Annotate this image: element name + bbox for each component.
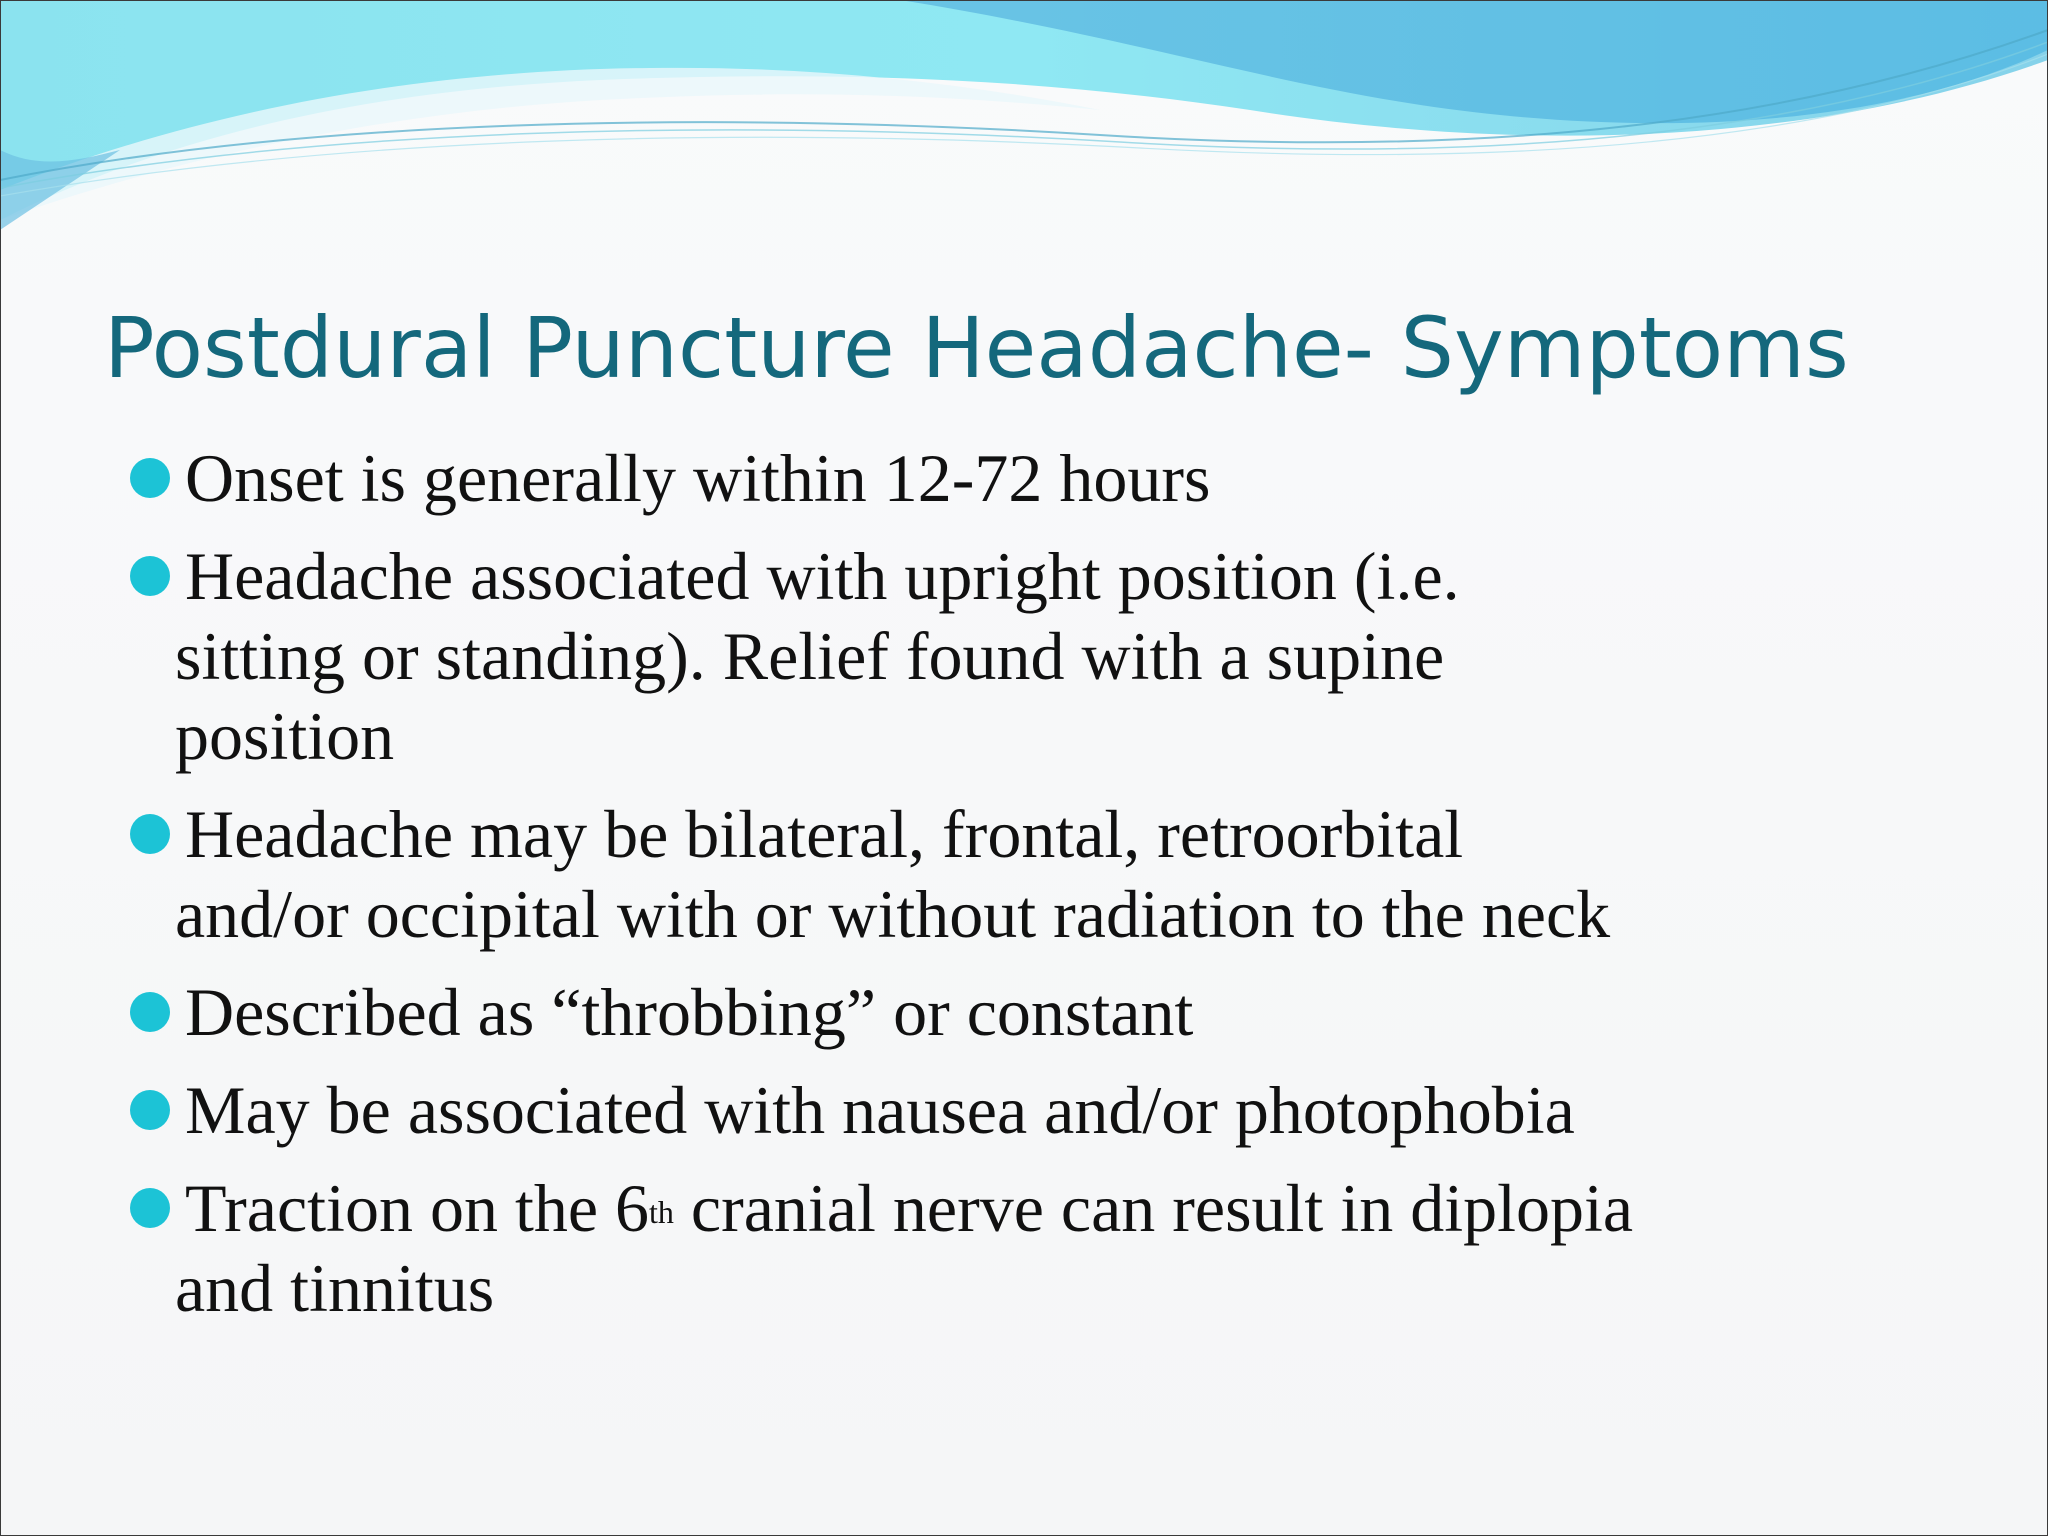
bullet-item-traction	[130, 1168, 1930, 1328]
bullet-list	[130, 438, 1930, 1328]
bullet-item-location	[130, 794, 1930, 954]
header-wave-decoration	[0, 0, 2048, 240]
bullet-dot-icon	[130, 458, 170, 498]
bullet-dot-icon	[130, 814, 170, 854]
bullet-text-post: cranial nerve can result in diplopia	[673, 1170, 1634, 1246]
bullet-text: May be associated with nausea and/or photophobia	[185, 1072, 1575, 1148]
bullet-text-continuation: position	[175, 698, 395, 774]
bullet-text-continuation: and tinnitus	[175, 1250, 495, 1326]
bullet-text: Onset is generally within 12-72 hours	[185, 440, 1211, 516]
bullet-item-onset	[130, 438, 1930, 518]
bullet-text	[185, 1168, 1930, 1248]
bullet-item-description	[130, 972, 1930, 1052]
bullet-dot-icon	[130, 1090, 170, 1130]
bullet-text: Described as “throbbing” or constant	[185, 974, 1194, 1050]
bullet-item-upright-position	[130, 536, 1930, 776]
bullet-dot-icon	[130, 556, 170, 596]
bullet-item-nausea	[130, 1070, 1930, 1150]
slide-title: Postdural Puncture Headache- Symptoms	[104, 299, 1849, 397]
bullet-text-pre: Traction on the 6	[185, 1170, 650, 1246]
bullet-text-continuation: sitting or standing). Relief found with a supine	[175, 618, 1445, 694]
bullet-dot-icon	[130, 992, 170, 1032]
bullet-text: Headache associated with upright position (i.e.	[185, 538, 1460, 614]
bullet-text-continuation: and/or occipital with or without radiation to the neck	[175, 876, 1611, 952]
bullet-dot-icon	[130, 1188, 170, 1228]
bullet-text: Headache may be bilateral, frontal, retroorbital	[185, 796, 1464, 872]
ordinal-superscript: th	[649, 1194, 674, 1230]
